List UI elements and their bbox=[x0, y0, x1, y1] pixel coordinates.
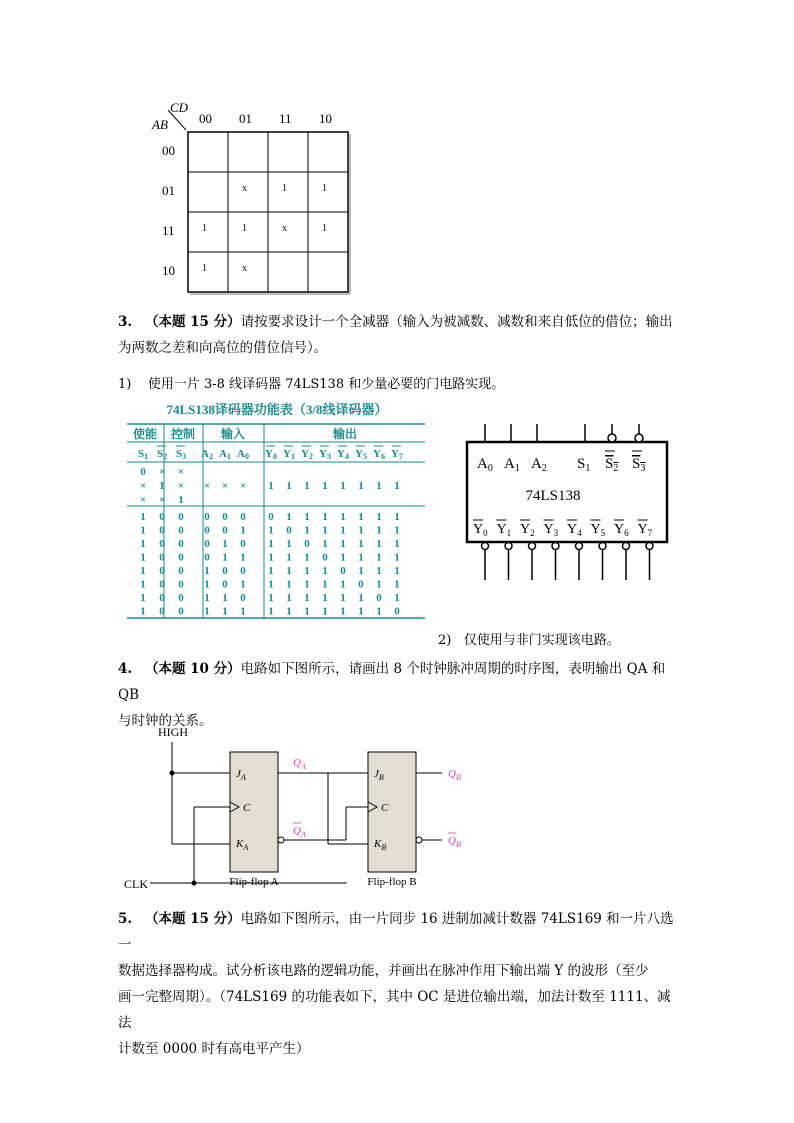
qb-bar-label: $Q_B$ bbox=[448, 835, 461, 849]
table-cell: 1 bbox=[304, 592, 310, 604]
table-cell: 1 bbox=[304, 511, 310, 523]
table-cell: 1 bbox=[376, 480, 382, 492]
table-cell: 0 bbox=[178, 538, 184, 550]
group-header: 控制 bbox=[170, 427, 196, 441]
q4-number: 4. bbox=[118, 661, 133, 677]
group-header: 使能 bbox=[132, 427, 158, 441]
table-cell: 1 bbox=[286, 578, 292, 591]
table-cell: 1 bbox=[340, 480, 346, 492]
table-cell: 0 bbox=[376, 592, 382, 604]
table-cell: × bbox=[139, 480, 147, 492]
table-cell: 1 bbox=[322, 511, 328, 523]
table-cell: 1 bbox=[240, 605, 246, 618]
table-cell: 1 bbox=[286, 511, 292, 523]
table-cell: 0 bbox=[222, 578, 228, 591]
karnaugh-map bbox=[140, 98, 360, 298]
table-cell: 0 bbox=[159, 565, 165, 577]
table-cell: 1 bbox=[204, 592, 210, 604]
table-col-header: S3 bbox=[175, 448, 187, 461]
table-cell: 1 bbox=[376, 538, 382, 550]
table-col-header: A2 bbox=[201, 448, 213, 461]
table-cell: 1 bbox=[204, 565, 210, 577]
table-cell: 0 bbox=[268, 511, 274, 523]
qa-label: $Q_A$ bbox=[293, 757, 306, 771]
table-cell: × bbox=[177, 466, 185, 478]
q3-sub2 bbox=[438, 629, 620, 648]
table-cell: 1 bbox=[358, 480, 364, 492]
q3-sub1-text: 使用一片 3-8 线译码器 74LS138 和少量必要的门电路实现。 bbox=[147, 377, 505, 392]
q4-text-line2: 与时钟的关系。 bbox=[118, 713, 213, 729]
chip-output-label: $Y_5$ bbox=[590, 522, 606, 538]
table-cell: 0 bbox=[140, 466, 146, 478]
table-col-header: Y3 bbox=[319, 448, 331, 461]
table-cell: 1 bbox=[376, 578, 382, 591]
kmap-col-header: 01 bbox=[239, 111, 252, 126]
table-cell: 0 bbox=[204, 538, 210, 550]
table-cell: 0 bbox=[178, 511, 184, 523]
table-cell: 0 bbox=[222, 524, 228, 537]
table-cell: 1 bbox=[286, 592, 292, 604]
table-cell: 1 bbox=[222, 538, 228, 550]
table-cell: 1 bbox=[268, 524, 274, 537]
table-cell: 1 bbox=[340, 511, 346, 523]
q5-text-line2: 数据选择器构成。试分析该电路的逻辑功能，并画出在脉冲作用下输出端 Y 的波形（至少 bbox=[118, 963, 649, 979]
kmap-cell-value: 1 bbox=[322, 223, 327, 234]
table-cell: 1 bbox=[394, 578, 400, 591]
kmap-cell-value: x bbox=[242, 183, 247, 194]
chip-input-label: $A_2$ bbox=[531, 456, 547, 474]
table-cell: 1 bbox=[268, 592, 274, 604]
table-cell: 1 bbox=[322, 578, 328, 591]
table-cell: 0 bbox=[159, 551, 165, 564]
table-cell: 0 bbox=[159, 592, 165, 604]
ffa-k-label: $K_A$ bbox=[236, 838, 249, 852]
table-cell: 1 bbox=[286, 538, 292, 550]
table-cell: 1 bbox=[304, 565, 310, 577]
table-cell: 1 bbox=[268, 538, 274, 550]
table-cell: 1 bbox=[304, 480, 310, 492]
table-cell: 1 bbox=[322, 524, 328, 537]
table-cell: 1 bbox=[376, 551, 382, 564]
kmap-col-header: 10 bbox=[319, 111, 332, 126]
table-col-header: A1 bbox=[219, 448, 231, 461]
table-cell: × bbox=[158, 494, 166, 506]
table-cell: 1 bbox=[358, 511, 364, 523]
table-cell: 1 bbox=[204, 578, 210, 591]
chip-output-label: $Y_7$ bbox=[637, 522, 653, 538]
table-cell: × bbox=[203, 480, 211, 492]
table-cell: 1 bbox=[140, 538, 146, 550]
q3-score: （本题 15 分） bbox=[144, 314, 241, 330]
table-cell: 1 bbox=[394, 538, 400, 550]
function-table bbox=[127, 398, 427, 622]
table-cell: 1 bbox=[358, 538, 364, 550]
q3-sub1-num: 1) bbox=[118, 377, 132, 392]
ffb-j-label: $J_B$ bbox=[374, 768, 384, 782]
table-cell: 1 bbox=[340, 551, 346, 564]
table-col-header: Y5 bbox=[355, 448, 367, 461]
table-cell: 0 bbox=[240, 565, 246, 577]
table-cell: 0 bbox=[240, 511, 246, 523]
table-cell: × bbox=[158, 466, 166, 478]
table-cell: 0 bbox=[340, 565, 346, 577]
table-cell: 1 bbox=[394, 565, 400, 577]
table-cell: 1 bbox=[376, 565, 382, 577]
table-cell: 1 bbox=[376, 511, 382, 523]
table-cell: 1 bbox=[304, 578, 310, 591]
jk-circuit bbox=[118, 722, 498, 894]
table-cell: 1 bbox=[159, 480, 165, 492]
table-cell: 1 bbox=[322, 605, 328, 618]
table-cell: 0 bbox=[240, 538, 246, 550]
table-cell: 0 bbox=[178, 605, 184, 618]
table-cell: 0 bbox=[286, 524, 292, 537]
table-cell: 0 bbox=[178, 524, 184, 537]
table-cell: 0 bbox=[159, 578, 165, 591]
table-cell: 1 bbox=[268, 551, 274, 564]
kmap-corner-top: CD bbox=[170, 100, 189, 115]
kmap-row-header: 11 bbox=[162, 223, 175, 238]
table-cell: 1 bbox=[140, 551, 146, 564]
table-cell: 1 bbox=[240, 524, 246, 537]
table-col-header: Y2 bbox=[301, 448, 313, 461]
chip-output-label: $Y_0$ bbox=[473, 522, 488, 538]
high-label: HIGH bbox=[158, 725, 188, 739]
table-cell: × bbox=[177, 480, 185, 492]
chip-input-label: $A_1$ bbox=[504, 456, 520, 474]
table-cell: 1 bbox=[268, 565, 274, 577]
table-cell: 1 bbox=[358, 565, 364, 577]
table-cell: 1 bbox=[358, 551, 364, 564]
table-cell: 0 bbox=[204, 551, 210, 564]
q3-sub2-num: 2) bbox=[438, 633, 452, 648]
q5-text-line3: 画一完整周期）。（74LS169 的功能表如下，其中 OC 是进位输出端，加法计数至 1111、减法 bbox=[118, 989, 671, 1031]
table-cell: 1 bbox=[394, 592, 400, 604]
table-cell: 1 bbox=[322, 538, 328, 550]
table-cell: 1 bbox=[304, 524, 310, 537]
q3-sub1 bbox=[118, 373, 504, 392]
table-cell: 1 bbox=[140, 511, 146, 523]
table-cell: × bbox=[139, 494, 147, 506]
table-cell: 1 bbox=[286, 565, 292, 577]
q3-number: 3. bbox=[118, 314, 133, 330]
table-cell: 1 bbox=[358, 524, 364, 537]
table-cell: 1 bbox=[340, 592, 346, 604]
table-cell: 1 bbox=[376, 524, 382, 537]
chip-output-label: $Y_3$ bbox=[543, 522, 559, 538]
kmap-row-header: 10 bbox=[162, 263, 175, 278]
chip-input-label: $A_0$ bbox=[477, 456, 493, 474]
group-header: 输入 bbox=[220, 427, 246, 441]
table-cell: 1 bbox=[268, 578, 274, 591]
chip-output-label: $Y_6$ bbox=[614, 522, 629, 538]
kmap-cell-value: 1 bbox=[202, 263, 207, 274]
kmap-corner-left: AB bbox=[152, 117, 168, 132]
table-cell: 1 bbox=[222, 605, 228, 618]
chip-output-label: $Y_2$ bbox=[520, 522, 535, 538]
table-cell: 1 bbox=[340, 538, 346, 550]
qa-bar-label: $Q_A$ bbox=[293, 825, 306, 839]
kmap-cell-value: 1 bbox=[322, 183, 327, 194]
ffa-c-label: C bbox=[243, 802, 251, 814]
table-cell: 1 bbox=[204, 605, 210, 618]
q4-text-line1: 电路如下图所示，请画出 8 个时钟脉冲周期的时序图，表明输出 QA 和 QB bbox=[118, 661, 666, 703]
table-cell: 1 bbox=[322, 592, 328, 604]
table-cell: 0 bbox=[159, 538, 165, 550]
table-cell: 0 bbox=[178, 551, 184, 564]
table-col-header: Y1 bbox=[283, 448, 295, 461]
table-cell: × bbox=[221, 480, 229, 492]
table-cell: 1 bbox=[178, 494, 184, 506]
q3-text-line2: 为两数之差和向高位的借位信号）。 bbox=[118, 340, 328, 356]
table-title: 74LS138译码器功能表（3/8线译码器） bbox=[166, 402, 388, 417]
qb-label: $Q_B$ bbox=[448, 768, 461, 782]
table-cell: 1 bbox=[222, 551, 228, 564]
chip-input-label: $S_3$ bbox=[632, 456, 646, 474]
kmap-cell-value: x bbox=[242, 263, 247, 274]
chip-name: 74LS138 bbox=[525, 488, 581, 504]
table-cell: × bbox=[239, 480, 247, 492]
q3-sub2-text: 仅使用与非门实现该电路。 bbox=[463, 633, 620, 648]
table-cell: 1 bbox=[286, 605, 292, 618]
chip-74ls138 bbox=[455, 420, 680, 590]
table-cell: 1 bbox=[322, 480, 328, 492]
table-col-header: Y4 bbox=[337, 448, 349, 461]
table-cell: 1 bbox=[358, 605, 364, 618]
table-cell: 0 bbox=[222, 511, 228, 523]
table-cell: 0 bbox=[159, 511, 165, 523]
q3-paragraph bbox=[118, 309, 678, 361]
table-cell: 1 bbox=[286, 551, 292, 564]
kmap-cell-value: x bbox=[282, 223, 287, 234]
table-cell: 1 bbox=[240, 551, 246, 564]
table-cell: 0 bbox=[204, 511, 210, 523]
q5-text-line4: 计数至 0000 时有高电平产生） bbox=[118, 1041, 310, 1057]
table-cell: 0 bbox=[358, 578, 364, 591]
chip-output-label: $Y_1$ bbox=[496, 522, 512, 538]
clk-label: CLK bbox=[124, 877, 148, 891]
table-cell: 1 bbox=[340, 578, 346, 591]
chip-input-label: $S_1$ bbox=[577, 456, 591, 474]
ffb-label: Flip-flop B bbox=[367, 876, 417, 888]
ffb-k-label: $K_B$ bbox=[374, 838, 387, 852]
table-cell: 1 bbox=[286, 480, 292, 492]
table-cell: 1 bbox=[268, 480, 274, 492]
table-cell: 0 bbox=[159, 524, 165, 537]
q5-score: （本题 15 分） bbox=[144, 911, 241, 927]
kmap-row-header: 00 bbox=[162, 143, 175, 158]
table-cell: 0 bbox=[178, 578, 184, 591]
table-cell: 1 bbox=[394, 524, 400, 537]
kmap-col-header: 00 bbox=[199, 111, 212, 126]
table-cell: 1 bbox=[140, 592, 146, 604]
table-cell: 1 bbox=[394, 480, 400, 492]
table-cell: 1 bbox=[140, 605, 146, 618]
table-col-header: Y6 bbox=[373, 448, 385, 461]
table-cell: 0 bbox=[159, 605, 165, 618]
table-cell: 1 bbox=[304, 551, 310, 564]
table-cell: 1 bbox=[140, 565, 146, 577]
table-cell: 1 bbox=[394, 511, 400, 523]
kmap-cell-value: 1 bbox=[202, 223, 207, 234]
table-col-header: Y7 bbox=[391, 448, 403, 461]
table-cell: 1 bbox=[376, 605, 382, 618]
kmap-cell-value: 1 bbox=[282, 183, 287, 194]
table-col-header: S2 bbox=[156, 448, 168, 461]
table-col-header: A0 bbox=[237, 448, 249, 461]
kmap-cell-value: 1 bbox=[242, 223, 247, 234]
table-cell: 0 bbox=[240, 592, 246, 604]
table-cell: 1 bbox=[240, 578, 246, 591]
q4-score: （本题 10 分） bbox=[144, 661, 241, 677]
table-cell: 1 bbox=[140, 524, 146, 537]
table-cell: 1 bbox=[358, 592, 364, 604]
q5-paragraph bbox=[118, 906, 678, 1062]
table-cell: 0 bbox=[204, 524, 210, 537]
table-cell: 0 bbox=[394, 605, 400, 618]
group-header: 输出 bbox=[332, 427, 358, 441]
q5-text-line1: 电路如下图所示，由一片同步 16 进制加减计数器 74LS169 和一片八选一 bbox=[118, 911, 674, 953]
ffb-c-label: C bbox=[381, 802, 389, 814]
table-cell: 1 bbox=[322, 565, 328, 577]
table-cell: 1 bbox=[268, 605, 274, 618]
table-cell: 1 bbox=[140, 578, 146, 591]
table-cell: 1 bbox=[340, 524, 346, 537]
table-cell: 0 bbox=[322, 551, 328, 564]
table-cell: 0 bbox=[178, 592, 184, 604]
q3-text-line1: 请按要求设计一个全减器（输入为被减数、减数和来自低位的借位；输出 bbox=[240, 314, 673, 330]
kmap-row-header: 01 bbox=[162, 183, 175, 198]
table-cell: 1 bbox=[222, 592, 228, 604]
table-cell: 0 bbox=[222, 565, 228, 577]
table-cell: 1 bbox=[340, 605, 346, 618]
table-col-header: Y0 bbox=[265, 448, 277, 461]
chip-output-label: $Y_4$ bbox=[567, 522, 582, 538]
table-col-header: S1 bbox=[137, 448, 149, 461]
table-cell: 1 bbox=[394, 551, 400, 564]
table-cell: 0 bbox=[304, 538, 310, 550]
kmap-col-header: 11 bbox=[279, 111, 292, 126]
q5-number: 5. bbox=[118, 911, 133, 927]
table-cell: 1 bbox=[304, 605, 310, 618]
table-cell: 0 bbox=[178, 565, 184, 577]
ffa-j-label: $J_A$ bbox=[236, 768, 246, 782]
ffa-label: Flip-flop A bbox=[229, 876, 279, 888]
chip-input-label: $S_2$ bbox=[605, 456, 619, 474]
